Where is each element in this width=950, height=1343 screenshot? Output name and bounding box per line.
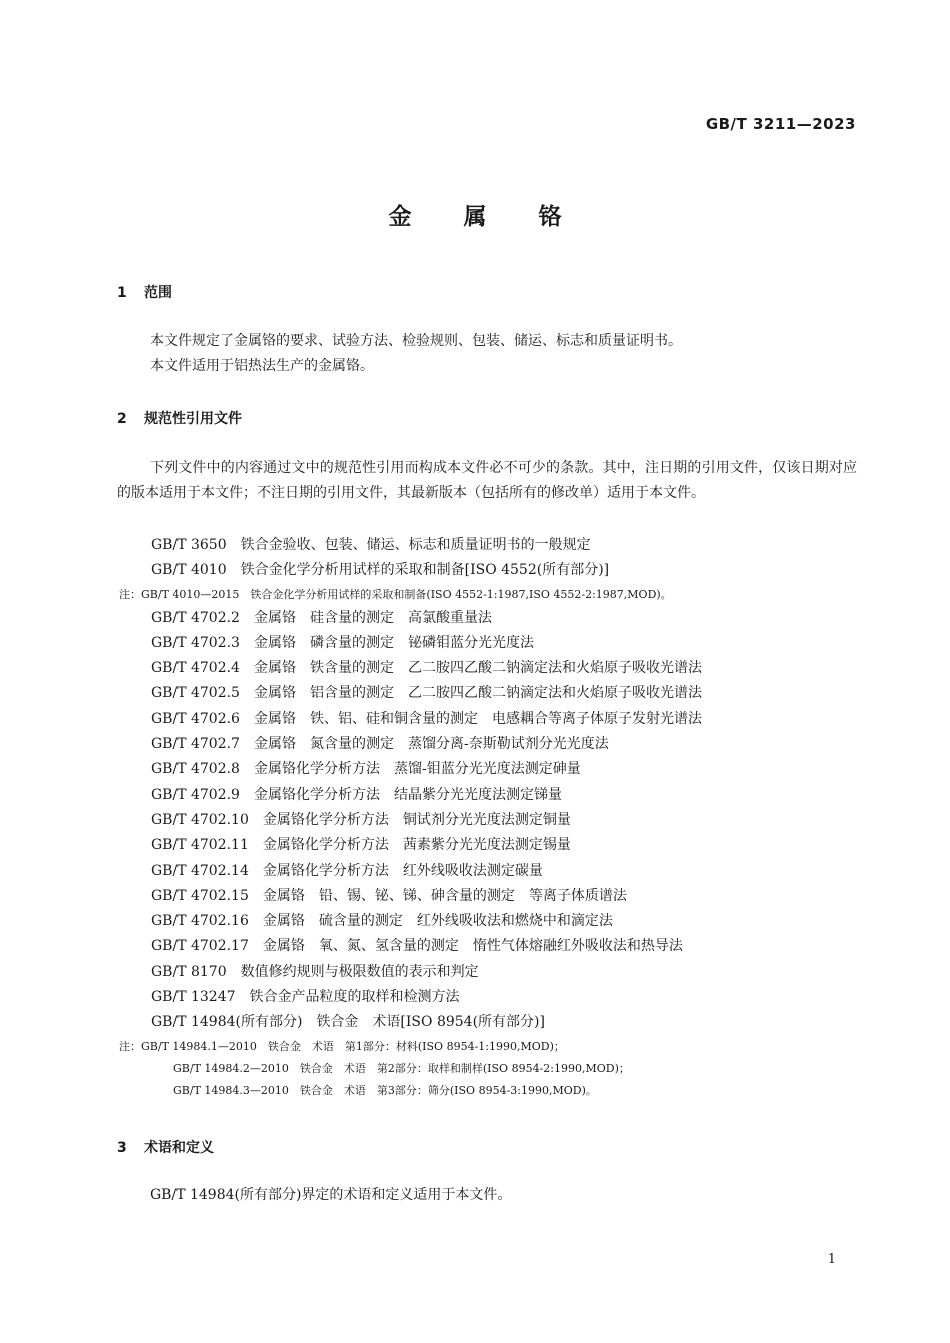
reference-item [151,934,871,959]
page-number: 1 [827,1252,836,1267]
reference-title: 磷含量的测定 铋磷钼蓝分光光度法 [309,634,534,651]
reference-code: GB/T 4702.17 [151,938,249,955]
paragraph: GB/T 14984(所有部分)界定的术语和定义适用于本文件。 [150,1187,512,1203]
reference-title-part1: 金属铬 [262,938,305,955]
reference-title-part1: 金属铬化学分析方法 [262,811,389,828]
reference-code: GB/T 4702.3 [151,634,240,651]
reference-code: GB/T 4702.15 [151,887,249,904]
reference-item [151,833,871,858]
reference-title: 数值修约规则与极限数值的表示和判定 [240,963,479,980]
reference-code: GB/T 14984(所有部分) [151,1014,303,1031]
reference-title: 氧、氮、氢含量的测定 惰性气体熔融红外吸收法和热导法 [318,938,683,955]
reference-code: GB/T 4702.11 [151,837,249,854]
section-number: 3 [117,1140,127,1156]
paragraph: 下列文件中的内容通过文中的规范性引用而构成本文件必不可少的条款。其中，注日期的引用文件，仅该日期对应的版本适用于本文件；不注日期的引用文件，其最新版本（包括所有的修改单）适用于本文件。 [117,460,857,501]
reference-note: 注：GB/T 14984.1—2010 铁合金 术语 第1部分：材料(ISO 8954-1:1990,MOD)； [119,1039,565,1053]
reference-title-part1: 金属铬 [262,887,305,904]
reference-code: GB/T 4010 [151,562,227,579]
reference-title-part1: 金属铬化学分析方法 [253,786,380,803]
section-2-heading [117,408,242,428]
reference-item [151,707,871,732]
paragraph: 本文件适用于铝热法生产的金属铬。 [150,358,374,374]
reference-title-part1: 金属铬 [253,609,296,626]
reference-item [151,909,871,934]
reference-item [151,558,871,583]
reference-title: 蒸馏-钼蓝分光光度法测定砷量 [393,761,581,778]
standard-number: GB/T 3211—2023 [705,115,856,133]
reference-code: GB/T 4702.16 [151,913,249,930]
reference-note: GB/T 14984.2—2010 铁合金 术语 第2部分：取样和制样(ISO 8954-2:1990,MOD)； [173,1061,630,1075]
reference-code: GB/T 4702.2 [151,609,240,626]
reference-code: GB/T 3650 [151,537,227,553]
reference-title: 氮含量的测定 蒸馏分离-奈斯勒试剂分光光度法 [309,736,609,753]
reference-item [151,757,871,782]
reference-code: GB/T 8170 [151,963,227,980]
reference-code: GB/T 4702.10 [151,811,249,828]
reference-code: GB/T 4702.8 [151,761,240,778]
reference-item [151,681,871,706]
reference-item [151,1010,871,1035]
reference-code: GB/T 13247 [151,989,236,1006]
section-1-heading [117,282,172,302]
reference-code: GB/T 4702.9 [151,786,240,803]
reference-title: 结晶紫分光光度法测定锑量 [393,786,562,803]
reference-item [151,533,871,558]
reference-code: GB/T 4702.14 [151,862,249,879]
reference-item [151,808,871,833]
reference-item [151,606,871,631]
section-3-heading [117,1137,214,1157]
reference-title: 铁合金化学分析用试样的采取和制备[ISO 4552(所有部分)] [240,562,610,579]
reference-title-part1: 金属铬化学分析方法 [262,837,389,854]
reference-title: 铁、铝、硅和铜含量的测定 电感耦合等离子体原子发射光谱法 [309,710,702,727]
reference-item [151,732,871,757]
reference-note: GB/T 14984.3—2010 铁合金 术语 第3部分：筛分(ISO 8954-3:1990,MOD)。 [173,1083,597,1097]
reference-note: 注：GB/T 4010—2015 铁合金化学分析用试样的采取和制备(ISO 4552-1:1987,ISO 4552-2:1987,MOD)。 [119,587,672,601]
reference-title-part1: 金属铬 [262,913,305,930]
reference-title: 铁合金 术语[ISO 8954(所有部分)] [316,1014,545,1031]
section-title: 术语和定义 [144,1140,214,1156]
reference-title: 铁含量的测定 乙二胺四乙酸二钠滴定法和火焰原子吸收光谱法 [309,660,702,677]
reference-item [151,884,871,909]
reference-code: GB/T 4702.4 [151,660,240,677]
normative-references-list [119,533,871,1102]
reference-title-part1: 金属铬 [253,736,296,753]
reference-item [151,656,871,681]
document-title: 金属铬 [388,204,614,230]
reference-item [151,783,871,808]
reference-item [151,859,871,884]
section-number: 2 [117,411,127,427]
reference-title-part1: 金属铬化学分析方法 [253,761,380,778]
section-title: 范围 [144,285,172,301]
reference-item [151,960,871,985]
reference-title: 茜素紫分光光度法测定锡量 [402,837,571,854]
section-number: 1 [117,285,127,301]
section-title: 规范性引用文件 [144,411,242,427]
reference-code: GB/T 4702.6 [151,710,240,727]
reference-title-part1: 金属铬 [253,634,296,651]
reference-title: 铝含量的测定 乙二胺四乙酸二钠滴定法和火焰原子吸收光谱法 [309,685,702,702]
reference-title: 铜试剂分光光度法测定铜量 [402,811,571,828]
reference-title-part1: 金属铬 [253,685,296,702]
reference-title: 硅含量的测定 高氯酸重量法 [309,609,492,626]
reference-title-part1: 金属铬 [253,710,296,727]
reference-item [151,631,871,656]
reference-title-part1: 金属铬 [253,660,296,677]
reference-code: GB/T 4702.7 [151,736,240,753]
reference-title-part1: 金属铬化学分析方法 [262,862,389,879]
reference-title: 铁合金验收、包装、储运、标志和质量证明书的一般规定 [240,537,591,553]
reference-item [151,985,871,1010]
reference-code: GB/T 4702.5 [151,685,240,702]
paragraph: 本文件规定了金属铬的要求、试验方法、检验规则、包装、储运、标志和质量证明书。 [150,333,682,349]
reference-title: 铅、锡、铋、锑、砷含量的测定 等离子体质谱法 [318,887,627,904]
reference-title: 硫含量的测定 红外线吸收法和燃烧中和滴定法 [318,913,613,930]
reference-title: 红外线吸收法测定碳量 [402,862,543,879]
reference-title: 铁合金产品粒度的取样和检测方法 [249,989,460,1006]
